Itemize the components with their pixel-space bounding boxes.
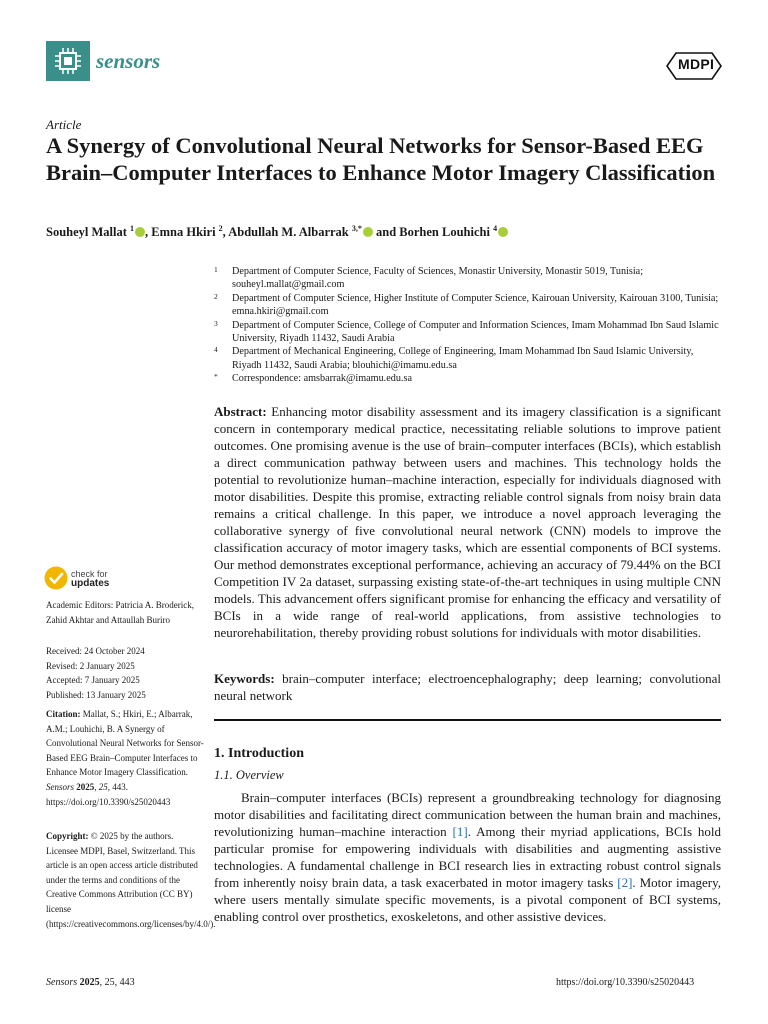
affiliation-mark: 3 [214,318,218,328]
author-affiliation-mark: 4 [493,224,498,233]
reference-link[interactable]: [1] [452,824,468,839]
copyright-text: © 2025 by the authors. Licensee MDPI, Basel, Switzerland. This article is an open access article distributed under the terms and conditions of the Creative Commons Attribution (CC BY) license (https://creativecommons.org/licenses/by/4.0/). [46,831,216,929]
footer-year: 2025 [79,977,100,988]
citation-block: Citation: Mallat, S.; Hkiri, E.; Albarrak, A.M.; Louhichi, B. A Synergy of Convolutional Neural Networks for Sensor-Based EEG Brain–Computer Interfaces to Enhance Motor Imagery Classification. Sensors 2025, 25, 443. https://doi.org/10.3390/s25020443 [46,709,204,807]
affiliation-item [214,265,724,291]
affiliation-text: Department of Computer Science, College of Computer and Information Sciences, Imam Mohammad Ibn Saud Islamic University, Riyadh 11432, Saudi Arabia [232,319,719,344]
publication-dates [46,644,206,702]
check-updates-icon [44,566,68,590]
section-heading: 1. Introduction [214,746,304,761]
check-updates-line2: updates [71,578,110,589]
date-received: Received: 24 October 2024 [46,646,145,656]
citation-label: Citation: [46,709,81,719]
affiliation-text: Department of Mechanical Engineering, College of Engineering, Imam Mohammad Ibn Saud Islamic University, Riyadh 11432, Saudi Arabia; blouhichi@imamu.edu.sa [232,346,694,371]
date-published: Published: 13 January 2025 [46,689,146,700]
copyright-label: Copyright: [46,831,89,841]
journal-name: sensors [96,49,161,73]
affiliation-item [214,345,724,371]
article-title: A Synergy of Convolutional Neural Networks for Sensor-Based EEG Brain–Computer Interfaces to Enhance Motor Imagery Classification [46,133,716,185]
keywords-label: Keywords: [214,671,275,686]
correspondence-item [214,372,724,385]
correspondence-text: Correspondence: amsbarrak@imamu.edu.sa [232,373,412,385]
author-name: Borhen Louhichi [399,225,490,240]
keywords [214,670,721,704]
publisher-name: MDPI [678,56,715,72]
orcid-icon[interactable] [135,227,145,237]
author-list: Souheyl Mallat $^1$ , Emna Hkiri $^2$, Abdullah M. Albarrak $^{3,*}$ and Borhen Louhichi $^4$ [46,224,508,240]
affiliation-item [214,292,724,318]
reference-link[interactable]: [2] [617,875,633,890]
check-updates-line1: check for [71,569,108,579]
journal-logo-icon [46,41,90,81]
citation-year: 2025 [76,781,95,792]
paragraph-text: Brain–computer interfaces (BCIs) represent a groundbreaking technology for diagnosing motor disabilities and facilitating direct communication between the human brain and machines, revolutionizing human–machine interaction [214,790,721,839]
author-name: Emna Hkiri [151,225,216,240]
publisher-logo [666,52,722,85]
affiliation-mark: * [214,372,218,382]
paragraph-text: . Motor imagery, where users mentally simulate specific movements, is a pivotal component of BCI systems, enabling control over prosthetics, exoskeletons, and other assistive devices. [214,875,721,924]
footer-citation [46,977,135,988]
author-affiliation-mark: 3,* [351,224,362,233]
date-revised: Revised: 2 January 2025 [46,660,135,671]
date-accepted: Accepted: 7 January 2025 [46,675,140,686]
footer-doi-link[interactable]: https://doi.org/10.3390/s25020443 [556,977,695,988]
affiliation-text: Department of Computer Science, Faculty of Sciences, Monastir University, Monastir 5019, Tunisia; souheyl.mallat@gmail.com [232,266,644,291]
affiliation-mark: 1 [214,265,218,274]
keywords-text: brain–computer interface; electroencephalography; deep learning; convolutional neural network [214,671,722,703]
affiliation-mark: 4 [214,345,218,355]
author-affiliation-mark: 1 [130,224,135,233]
author-affiliation-mark: 2 [218,224,223,233]
abstract-label: Abstract: [214,404,267,419]
author-name: Souheyl Mallat [46,225,127,240]
citation-volume: 25 [98,781,108,792]
affiliation-list [214,265,724,386]
copyright-block [46,829,216,931]
footer-journal: Sensors [46,977,78,988]
article-type: Article [46,117,82,132]
footer-volume: , 25, 443 [99,977,135,988]
section-divider [214,719,721,721]
orcid-icon[interactable] [363,227,373,237]
academic-editors: Academic Editors: Patricia A. Broderick, Zahid Akhtar and Attaullah Buriro [46,600,194,625]
affiliation-text: Department of Computer Science, Higher Institute of Computer Science, Kairouan University, Kairouan 3100, Tunisia; emna.hkiri@gmail.com [232,292,719,317]
paragraph-text: . Among their myriad applications, BCIs hold particular promise for empowering individuals with disabilities and augmenting assistive technologies. A fundamental challenge in BCI research lies in extracting robust control signals from inherently noisy brain data, a task exacerbated in motor imagery tasks [214,824,721,890]
orcid-icon[interactable] [498,227,508,237]
subsection-heading: 1.1. Overview [214,768,284,782]
abstract [214,403,721,641]
affiliation-item [214,319,724,345]
body-paragraph [214,789,721,925]
citation-doi[interactable]: , 443. https://doi.org/10.3390/s25020443 [46,781,171,807]
abstract-text: Enhancing motor disability assessment and its imagery classification is a significant concern in contemporary medical practice, necessitating reliable solutions to improve patient outcomes. One promising avenue is the use of brain–computer interfaces (BCIs), which establish a direct communication pathway between users and machines. This technology holds the potential to revolutionize human–machine interaction, especially for individuals diagnosed with motor disabilities. Despite this promise, extracting reliable control signals from noisy brain data remains a critical challenge. In this paper, we introduce a novel approach leveraging the collaborative synergy of five convolutional neural network (CNN) models to improve the classification accuracy of motor imagery tasks, which are essential components of BCI systems. Our method demonstrates exceptional performance, achieving an accuracy of 79.44% on the BCI Competition IV 2a dataset, surpassing existing state-of-the-art techniques in using multiple CNN models. This advancement offers significant promise for enhancing the efficacy and versatility of BCIs in a wide range of real-world applications, from assistive technologies to neurorehabilitation, thereby providing robust solutions for individuals with motor disabilities. [214,404,722,640]
author-name: Abdullah M. Albarrak [228,225,349,240]
affiliation-mark: 2 [214,291,218,301]
citation-journal: Sensors [46,781,75,792]
citation-text: Mallat, S.; Hkiri, E.; Albarrak, A.M.; Louhichi, B. A Synergy of Convolutional Neural Networks for Sensor-Based EEG Brain–Computer Interfaces to Enhance Motor Imagery Classification. [46,709,204,778]
